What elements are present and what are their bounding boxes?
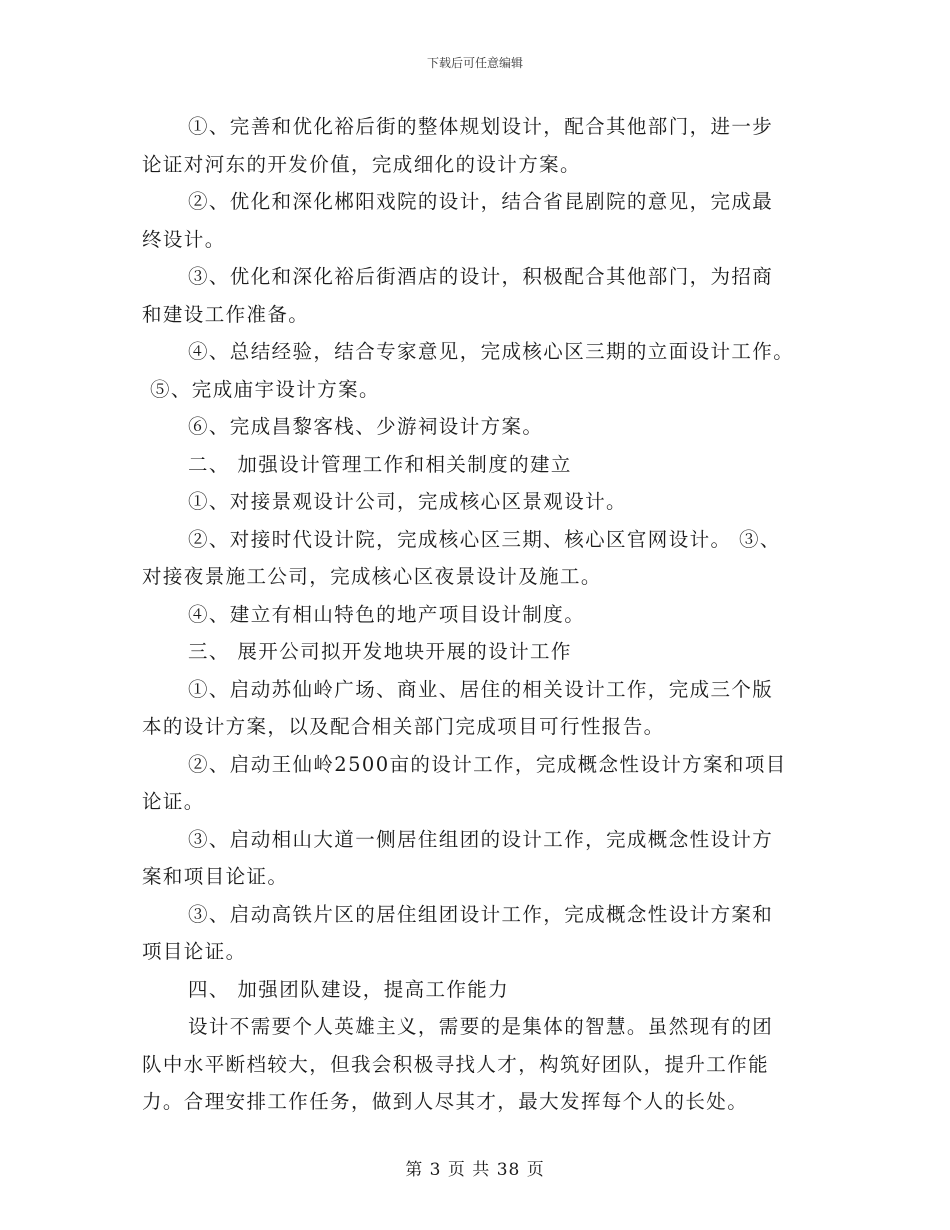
text-line: 力。合理安排工作任务，做到人尽其才，最大发挥每个人的长处。 bbox=[142, 1090, 749, 1113]
text-line: ①、完善和优化裕后街的整体规划设计，配合其他部门，进一步 bbox=[188, 115, 774, 138]
text-line: 终设计。 bbox=[142, 227, 226, 251]
text-line: 对接夜景施工公司，完成核心区夜景设计及施工。 bbox=[142, 565, 602, 588]
text-line: 论证对河东的开发价值，完成细化的设计方案。 bbox=[142, 152, 581, 176]
section-heading: 三、 展开公司拟开发地块开展的设计工作 bbox=[188, 640, 572, 663]
text-line: 论证。 bbox=[142, 790, 205, 813]
text-line: ①、对接景观设计公司，完成核心区景观设计。 bbox=[188, 490, 627, 513]
section-heading: 二、 加强设计管理工作和相关制度的建立 bbox=[188, 452, 572, 476]
text-line: 设计不需要个人英雄主义，需要的是集体的智慧。虽然现有的团 bbox=[188, 1015, 774, 1038]
text-line: 案和项目论证。 bbox=[142, 865, 289, 888]
document-body bbox=[142, 108, 810, 1121]
page-header: 下载后可任意编辑 bbox=[426, 56, 523, 70]
text-line: 队中水平断档较大，但我会积极寻找人才，构筑好团队，提升工作能 bbox=[142, 1052, 770, 1076]
text-line: ⑤、完成庙宇设计方案。 bbox=[150, 377, 380, 401]
text-line: ②、启动王仙岭2500亩的设计工作，完成概念性设计方案和项目 bbox=[188, 752, 787, 776]
text-line: ③、启动相山大道一侧居住组团的设计工作，完成概念性设计方 bbox=[188, 827, 774, 851]
text-line: ③、优化和深化裕后街酒店的设计，积极配合其他部门，为招商 bbox=[188, 265, 774, 288]
text-line: ⑥、完成昌黎客栈、少游祠设计方案。 bbox=[188, 415, 544, 438]
text-line: 项目论证。 bbox=[142, 940, 247, 963]
text-line: 和建设工作准备。 bbox=[142, 302, 310, 326]
section-heading: 四、 加强团队建设，提高工作能力 bbox=[188, 977, 510, 1001]
text-line: ②、对接时代设计院，完成核心区三期、核心区官网设计。 ③、 bbox=[188, 527, 781, 551]
text-line: 本的设计方案，以及配合相关部门完成项目可行性报告。 bbox=[142, 715, 665, 738]
text-line: ④、建立有相山特色的地产项目设计制度。 bbox=[188, 602, 586, 626]
text-line: ④、总结经验，结合专家意见，完成核心区三期的立面设计工作。 bbox=[188, 340, 795, 363]
page-footer: 第 3 页 共 38 页 bbox=[405, 1160, 545, 1180]
text-line: ③、启动高铁片区的居住组团设计工作，完成概念性设计方案和 bbox=[188, 902, 774, 926]
text-line: ①、启动苏仙岭广场、商业、居住的相关设计工作，完成三个版 bbox=[188, 677, 774, 701]
text-line: ②、优化和深化郴阳戏院的设计，结合省昆剧院的意见，完成最 bbox=[188, 190, 774, 213]
